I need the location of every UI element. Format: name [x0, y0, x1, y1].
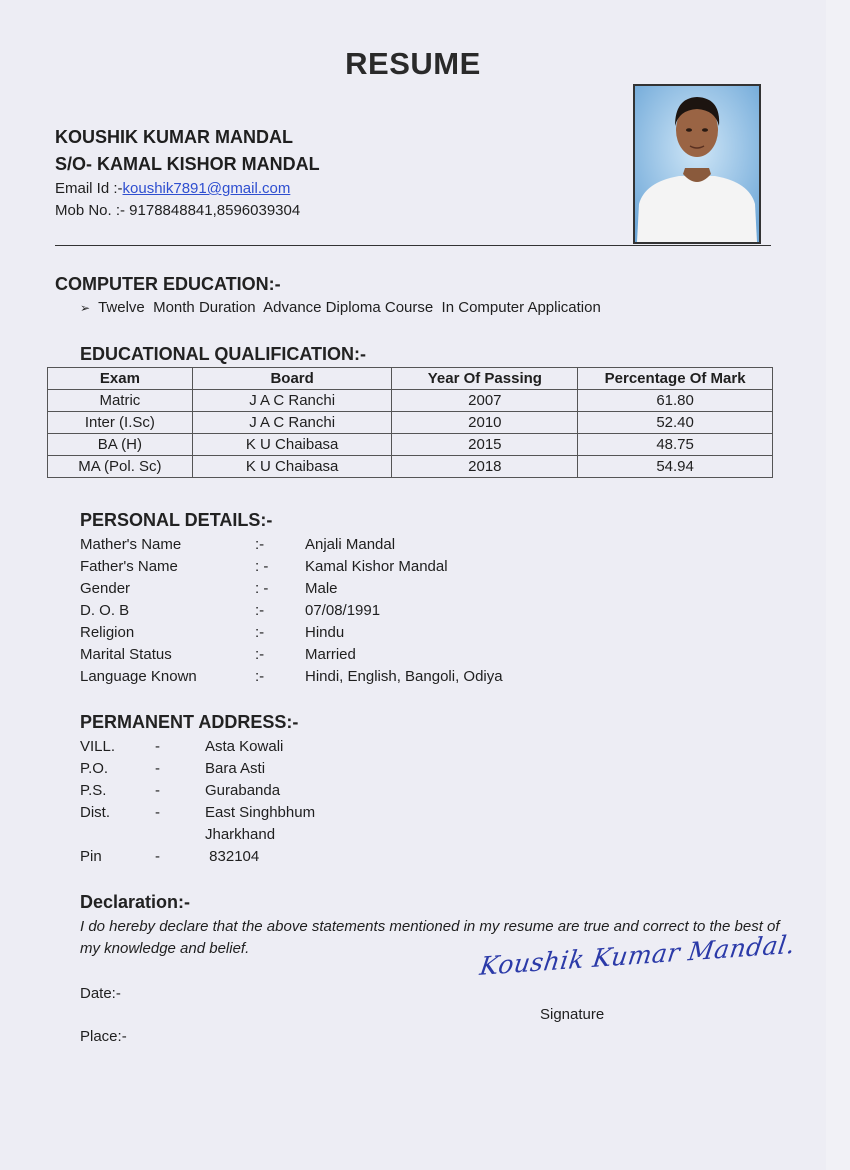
signature-block [478, 929, 798, 1023]
table-cell: J A C Ranchi [192, 412, 392, 434]
detail-value: 07/08/1991 [305, 602, 381, 619]
table-cell: 2007 [392, 390, 578, 412]
header-divider [55, 245, 771, 246]
table-row [48, 412, 773, 434]
detail-separator: : - [255, 580, 269, 597]
table-cell: 2018 [392, 456, 578, 478]
detail-label: Marital Status [80, 646, 172, 663]
detail-value: Hindu [305, 624, 345, 641]
address-value: Gurabanda [205, 782, 281, 799]
address-separator: - [155, 738, 160, 755]
detail-separator: : - [255, 558, 269, 575]
table-row [48, 434, 773, 456]
table-cell: Matric [48, 390, 193, 412]
address-separator: - [155, 848, 160, 865]
address-separator: - [155, 782, 160, 799]
table-cell: 2015 [392, 434, 578, 456]
table-cell: K U Chaibasa [192, 456, 392, 478]
email-link[interactable]: koushik7891@gmail.com [122, 180, 291, 197]
page-title: RESUME [345, 46, 481, 81]
detail-value: Married [305, 646, 356, 663]
table-cell: K U Chaibasa [192, 434, 392, 456]
table-header-row [48, 368, 773, 390]
detail-label: D. O. B [80, 602, 130, 619]
candidate-name: KOUSHIK KUMAR MANDAL [55, 127, 293, 147]
table-cell: J A C Ranchi [192, 390, 392, 412]
column-header: Year Of Passing [392, 368, 578, 390]
detail-separator: :- [255, 624, 265, 641]
email-label: Email Id :- [55, 180, 123, 197]
personal-details-heading: PERSONAL DETAILS:- [80, 510, 273, 530]
detail-separator: :- [255, 646, 265, 663]
address-label: Pin [80, 848, 102, 865]
address-label: Dist. [80, 804, 110, 821]
address-value: East Singhbhum [205, 804, 316, 821]
detail-value: Hindi, English, Bangoli, Odiya [305, 668, 503, 685]
signature-label: Signature [540, 1006, 605, 1023]
date-label: Date:- [80, 985, 121, 1002]
table-cell: BA (H) [48, 434, 193, 456]
computer-education-heading: COMPUTER EDUCATION:- [55, 274, 281, 294]
detail-label: Language Known [80, 668, 197, 685]
father-line: S/O- KAMAL KISHOR MANDAL [55, 154, 320, 174]
detail-value: Anjali Mandal [305, 536, 396, 553]
table-row [48, 456, 773, 478]
column-header: Exam [48, 368, 193, 390]
profile-photo [633, 84, 761, 244]
person-portrait-icon [635, 86, 759, 242]
detail-separator: :- [255, 536, 265, 553]
computer-education-item [80, 299, 601, 316]
address-label: P.O. [80, 760, 109, 777]
table-cell: 48.75 [578, 434, 773, 456]
address-separator: - [155, 804, 160, 821]
address-value: Asta Kowali [205, 738, 284, 755]
detail-label: Mather's Name [80, 536, 182, 553]
table-cell: Inter (I.Sc) [48, 412, 193, 434]
address-value: Jharkhand [205, 826, 276, 843]
computer-education-text: Twelve Month Duration Advance Diploma Course In Computer Application [98, 299, 601, 316]
signature-text: Koushik Kumar Mandal. [478, 929, 798, 981]
declaration-heading: Declaration:- [80, 892, 191, 912]
address-separator: - [155, 760, 160, 777]
detail-label: Father's Name [80, 558, 178, 575]
address-label: P.S. [80, 782, 107, 799]
table-cell: 54.94 [578, 456, 773, 478]
address-value: 832104 [205, 848, 260, 865]
table-row [48, 390, 773, 412]
column-header: Percentage Of Mark [578, 368, 773, 390]
email-line [55, 180, 290, 197]
declaration-text: I do hereby declare that the above statements mentioned in my resume are true and correct to the best of my knowledge and belief. [80, 918, 780, 957]
detail-separator: :- [255, 602, 265, 619]
table-cell: 61.80 [578, 390, 773, 412]
education-heading: EDUCATIONAL QUALIFICATION:- [80, 344, 366, 364]
address-value: Bara Asti [205, 760, 266, 777]
arrow-bullet-icon: ➢ [80, 301, 91, 315]
table-cell: 52.40 [578, 412, 773, 434]
address-label: VILL. [80, 738, 116, 755]
table-cell: 2010 [392, 412, 578, 434]
detail-value: Male [305, 580, 338, 597]
column-header: Board [192, 368, 392, 390]
place-label: Place:- [80, 1028, 127, 1045]
detail-value: Kamal Kishor Mandal [305, 558, 448, 575]
education-table [47, 367, 773, 478]
table-cell: MA (Pol. Sc) [48, 456, 193, 478]
detail-separator: :- [255, 668, 265, 685]
mobile-line: Mob No. :- 9178848841,8596039304 [55, 202, 301, 219]
detail-label: Religion [80, 624, 135, 641]
address-heading: PERMANENT ADDRESS:- [80, 712, 299, 732]
detail-label: Gender [80, 580, 131, 597]
